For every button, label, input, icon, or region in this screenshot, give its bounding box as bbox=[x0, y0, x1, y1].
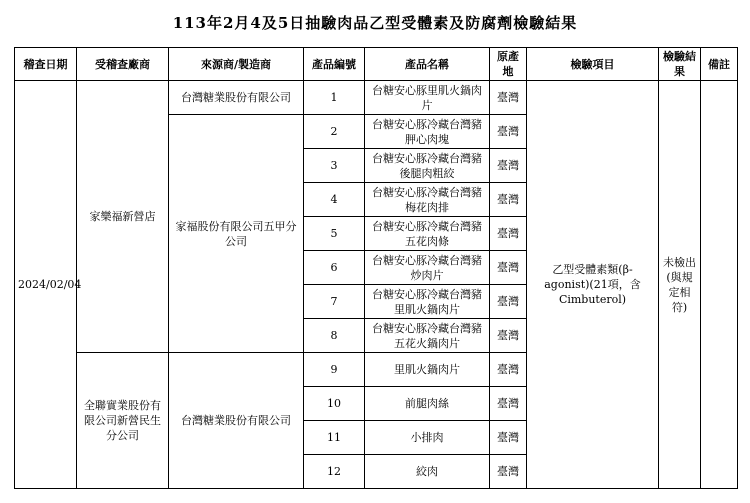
product-name: 台糖安心豚冷藏台灣豬五花火鍋肉片 bbox=[365, 319, 490, 353]
header-item: 檢驗項目 bbox=[527, 48, 659, 81]
store-name: 家樂福新營店 bbox=[77, 81, 169, 353]
product-origin: 臺灣 bbox=[490, 353, 527, 387]
product-code: 8 bbox=[304, 319, 365, 353]
product-origin: 臺灣 bbox=[490, 217, 527, 251]
product-name: 台糖安心豚冷藏台灣豬梅花肉排 bbox=[365, 183, 490, 217]
product-name: 小排肉 bbox=[365, 421, 490, 455]
product-name: 台糖安心豚冷藏台灣豬炒肉片 bbox=[365, 251, 490, 285]
header-store: 受稽查廠商 bbox=[77, 48, 169, 81]
page-title: 113年2月4及5日抽驗肉品乙型受體素及防腐劑檢驗結果 bbox=[172, 14, 578, 32]
test-result: 未檢出(與規定相符) bbox=[659, 81, 701, 489]
product-name: 台糖安心豚冷藏台灣豬五花肉條 bbox=[365, 217, 490, 251]
product-origin: 臺灣 bbox=[490, 319, 527, 353]
product-name: 台糖安心豚里肌火鍋肉片 bbox=[365, 81, 490, 115]
header-code: 產品編號 bbox=[304, 48, 365, 81]
source-name: 台灣糖業股份有限公司 bbox=[169, 353, 304, 489]
product-code: 2 bbox=[304, 115, 365, 149]
header-product: 產品名稱 bbox=[365, 48, 490, 81]
product-origin: 臺灣 bbox=[490, 183, 527, 217]
product-name: 台糖安心豚冷藏台灣豬後腿肉粗絞 bbox=[365, 149, 490, 183]
product-origin: 臺灣 bbox=[490, 285, 527, 319]
test-item: 乙型受體素類(β-agonist)(21項，含Cimbuterol) bbox=[527, 81, 659, 489]
source-name: 台灣糖業股份有限公司 bbox=[169, 81, 304, 115]
source-name: 家福股份有限公司五甲分公司 bbox=[169, 115, 304, 353]
product-origin: 臺灣 bbox=[490, 387, 527, 421]
header-note: 備註 bbox=[701, 48, 738, 81]
product-origin: 臺灣 bbox=[490, 455, 527, 489]
product-code: 10 bbox=[304, 387, 365, 421]
product-origin: 臺灣 bbox=[490, 149, 527, 183]
product-name: 絞肉 bbox=[365, 455, 490, 489]
product-origin: 臺灣 bbox=[490, 115, 527, 149]
product-name: 里肌火鍋肉片 bbox=[365, 353, 490, 387]
product-code: 3 bbox=[304, 149, 365, 183]
note bbox=[701, 81, 738, 489]
product-code: 6 bbox=[304, 251, 365, 285]
header-source: 來源商/製造商 bbox=[169, 48, 304, 81]
header-result: 檢驗結果 bbox=[659, 48, 701, 81]
header-row bbox=[15, 48, 738, 81]
table-row bbox=[15, 81, 738, 115]
product-name: 前腿肉絲 bbox=[365, 387, 490, 421]
header-date: 稽查日期 bbox=[15, 48, 77, 81]
store-name: 全聯實業股份有限公司新營民生分公司 bbox=[77, 353, 169, 489]
product-origin: 臺灣 bbox=[490, 81, 527, 115]
product-code: 7 bbox=[304, 285, 365, 319]
product-code: 1 bbox=[304, 81, 365, 115]
product-code: 12 bbox=[304, 455, 365, 489]
header-origin: 原產地 bbox=[490, 48, 527, 81]
inspection-date: 2024/02/04 bbox=[15, 81, 77, 489]
product-code: 5 bbox=[304, 217, 365, 251]
product-code: 11 bbox=[304, 421, 365, 455]
product-code: 9 bbox=[304, 353, 365, 387]
product-name: 台糖安心豚冷藏台灣豬里肌火鍋肉片 bbox=[365, 285, 490, 319]
product-origin: 臺灣 bbox=[490, 251, 527, 285]
inspection-table bbox=[14, 47, 738, 489]
product-origin: 臺灣 bbox=[490, 421, 527, 455]
product-code: 4 bbox=[304, 183, 365, 217]
product-name: 台糖安心豚冷藏台灣豬胛心肉塊 bbox=[365, 115, 490, 149]
